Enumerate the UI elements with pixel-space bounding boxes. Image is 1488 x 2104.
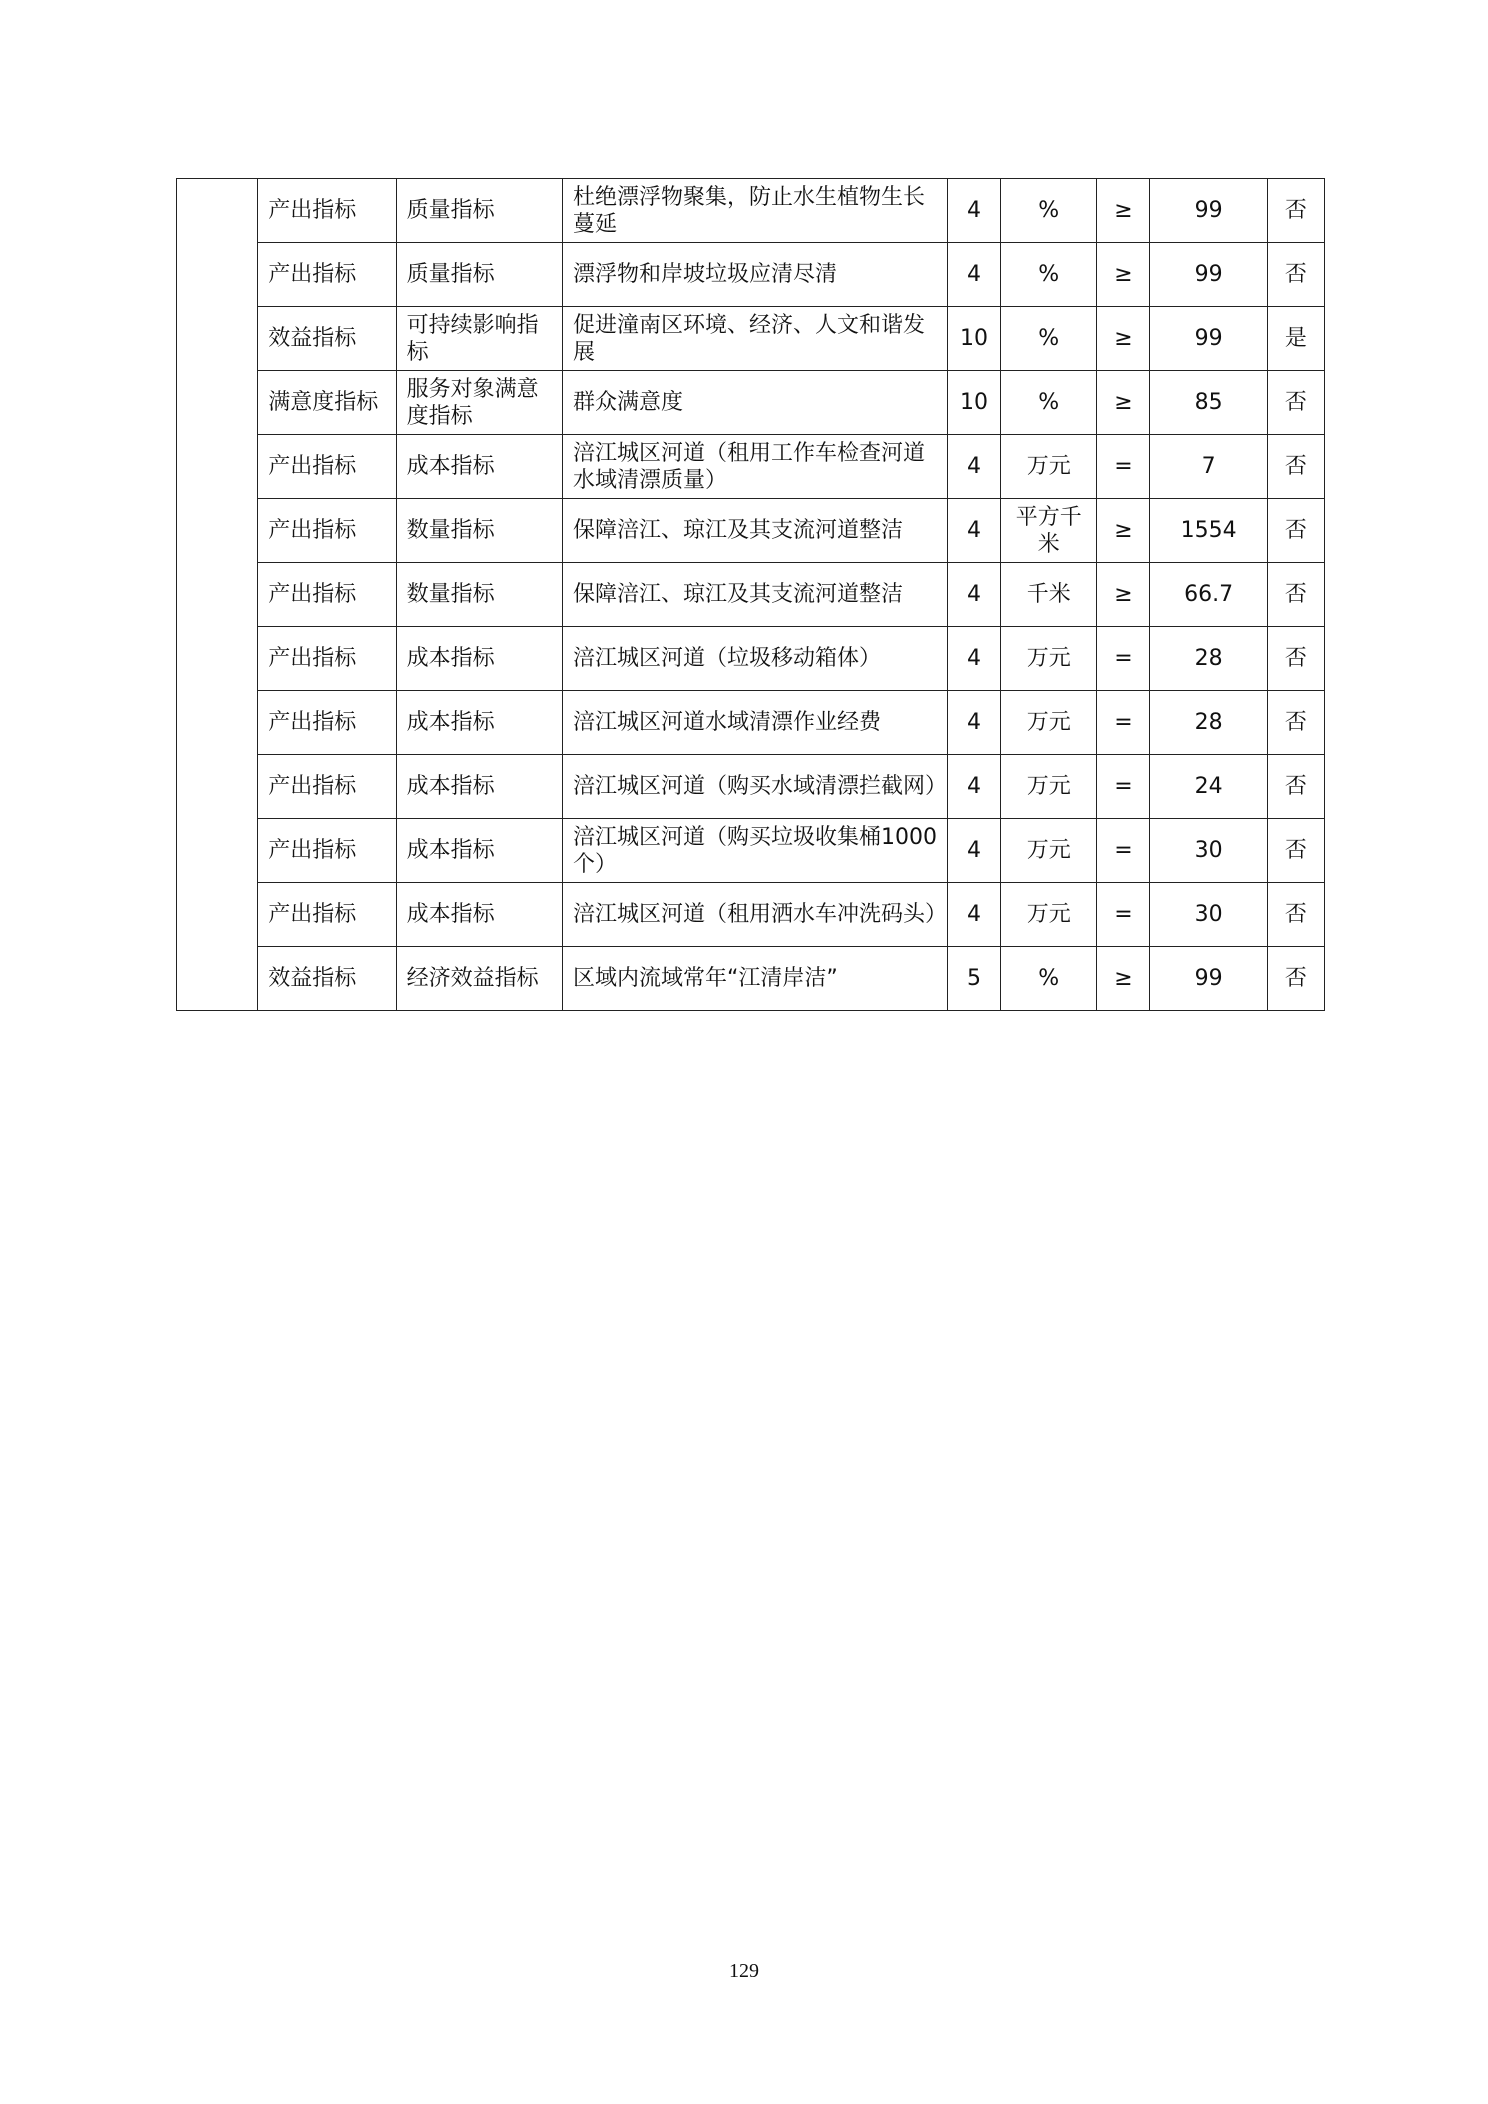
score-cell: 4 — [947, 627, 1000, 691]
score-cell: 4 — [947, 883, 1000, 947]
page-number: 129 — [729, 1960, 759, 1982]
target-value-cell: 30 — [1150, 883, 1267, 947]
indicator-name-cell: 保障涪江、琼江及其支流河道整洁 — [562, 499, 947, 563]
indicator-name-cell: 促进潼南区环境、经济、人文和谐发展 — [562, 307, 947, 371]
unit-cell: 万元 — [1001, 691, 1097, 755]
category-cell: 产出指标 — [258, 627, 396, 691]
indicator-name-cell: 涪江城区河道水域清漂作业经费 — [562, 691, 947, 755]
table-row — [177, 435, 1325, 499]
score-cell: 4 — [947, 819, 1000, 883]
operator-cell: = — [1097, 755, 1150, 819]
key-indicator-cell: 是 — [1267, 307, 1324, 371]
performance-indicator-table — [176, 178, 1325, 1011]
unit-cell: 千米 — [1001, 563, 1097, 627]
target-value-cell: 85 — [1150, 371, 1267, 435]
key-indicator-cell: 否 — [1267, 371, 1324, 435]
key-indicator-cell: 否 — [1267, 435, 1324, 499]
subcategory-cell: 质量指标 — [396, 243, 562, 307]
key-indicator-cell: 否 — [1267, 499, 1324, 563]
operator-cell: = — [1097, 435, 1150, 499]
table-row — [177, 755, 1325, 819]
score-cell: 5 — [947, 947, 1000, 1011]
target-value-cell: 7 — [1150, 435, 1267, 499]
table-row — [177, 883, 1325, 947]
key-indicator-cell: 否 — [1267, 819, 1324, 883]
operator-cell: = — [1097, 627, 1150, 691]
table-body — [177, 179, 1325, 1011]
indicator-name-cell: 区域内流域常年“江清岸洁” — [562, 947, 947, 1011]
subcategory-cell: 经济效益指标 — [396, 947, 562, 1011]
table-row — [177, 179, 1325, 243]
target-value-cell: 28 — [1150, 627, 1267, 691]
merged-blank-cell — [177, 179, 258, 1011]
unit-cell: 万元 — [1001, 627, 1097, 691]
table-row — [177, 243, 1325, 307]
target-value-cell: 30 — [1150, 819, 1267, 883]
indicator-name-cell: 涪江城区河道（购买垃圾收集桶1000个） — [562, 819, 947, 883]
score-cell: 4 — [947, 179, 1000, 243]
key-indicator-cell: 否 — [1267, 179, 1324, 243]
category-cell: 产出指标 — [258, 435, 396, 499]
score-cell: 10 — [947, 307, 1000, 371]
category-cell: 产出指标 — [258, 499, 396, 563]
key-indicator-cell: 否 — [1267, 755, 1324, 819]
category-cell: 产出指标 — [258, 883, 396, 947]
unit-cell: 平方千米 — [1001, 499, 1097, 563]
subcategory-cell: 服务对象满意度指标 — [396, 371, 562, 435]
target-value-cell: 99 — [1150, 947, 1267, 1011]
unit-cell: % — [1001, 307, 1097, 371]
unit-cell: % — [1001, 179, 1097, 243]
table-row — [177, 371, 1325, 435]
key-indicator-cell: 否 — [1267, 883, 1324, 947]
operator-cell: = — [1097, 819, 1150, 883]
subcategory-cell: 成本指标 — [396, 435, 562, 499]
key-indicator-cell: 否 — [1267, 243, 1324, 307]
subcategory-cell: 数量指标 — [396, 563, 562, 627]
subcategory-cell: 成本指标 — [396, 691, 562, 755]
subcategory-cell: 质量指标 — [396, 179, 562, 243]
subcategory-cell: 成本指标 — [396, 883, 562, 947]
target-value-cell: 99 — [1150, 307, 1267, 371]
operator-cell: ≥ — [1097, 179, 1150, 243]
target-value-cell: 66.7 — [1150, 563, 1267, 627]
category-cell: 产出指标 — [258, 243, 396, 307]
score-cell: 4 — [947, 243, 1000, 307]
table-row — [177, 627, 1325, 691]
subcategory-cell: 成本指标 — [396, 755, 562, 819]
operator-cell: = — [1097, 883, 1150, 947]
score-cell: 4 — [947, 755, 1000, 819]
operator-cell: = — [1097, 691, 1150, 755]
subcategory-cell: 可持续影响指标 — [396, 307, 562, 371]
unit-cell: 万元 — [1001, 755, 1097, 819]
indicator-name-cell: 保障涪江、琼江及其支流河道整洁 — [562, 563, 947, 627]
operator-cell: ≥ — [1097, 563, 1150, 627]
operator-cell: ≥ — [1097, 371, 1150, 435]
table-row — [177, 563, 1325, 627]
indicator-name-cell: 群众满意度 — [562, 371, 947, 435]
target-value-cell: 28 — [1150, 691, 1267, 755]
category-cell: 满意度指标 — [258, 371, 396, 435]
table-row — [177, 691, 1325, 755]
target-value-cell: 99 — [1150, 243, 1267, 307]
table-row — [177, 947, 1325, 1011]
score-cell: 4 — [947, 435, 1000, 499]
operator-cell: ≥ — [1097, 499, 1150, 563]
indicator-name-cell: 涪江城区河道（购买水域清漂拦截网） — [562, 755, 947, 819]
category-cell: 效益指标 — [258, 947, 396, 1011]
score-cell: 4 — [947, 499, 1000, 563]
indicator-name-cell: 漂浮物和岸坡垃圾应清尽清 — [562, 243, 947, 307]
key-indicator-cell: 否 — [1267, 691, 1324, 755]
unit-cell: 万元 — [1001, 883, 1097, 947]
operator-cell: ≥ — [1097, 947, 1150, 1011]
unit-cell: % — [1001, 243, 1097, 307]
subcategory-cell: 数量指标 — [396, 499, 562, 563]
target-value-cell: 99 — [1150, 179, 1267, 243]
key-indicator-cell: 否 — [1267, 563, 1324, 627]
unit-cell: 万元 — [1001, 819, 1097, 883]
score-cell: 10 — [947, 371, 1000, 435]
unit-cell: % — [1001, 371, 1097, 435]
category-cell: 效益指标 — [258, 307, 396, 371]
target-value-cell: 1554 — [1150, 499, 1267, 563]
indicator-name-cell: 涪江城区河道（租用工作车检查河道水域清漂质量） — [562, 435, 947, 499]
category-cell: 产出指标 — [258, 819, 396, 883]
score-cell: 4 — [947, 563, 1000, 627]
subcategory-cell: 成本指标 — [396, 627, 562, 691]
target-value-cell: 24 — [1150, 755, 1267, 819]
indicator-name-cell: 杜绝漂浮物聚集，防止水生植物生长蔓延 — [562, 179, 947, 243]
unit-cell: 万元 — [1001, 435, 1097, 499]
table-row — [177, 819, 1325, 883]
operator-cell: ≥ — [1097, 243, 1150, 307]
key-indicator-cell: 否 — [1267, 627, 1324, 691]
operator-cell: ≥ — [1097, 307, 1150, 371]
category-cell: 产出指标 — [258, 691, 396, 755]
category-cell: 产出指标 — [258, 563, 396, 627]
subcategory-cell: 成本指标 — [396, 819, 562, 883]
table-row — [177, 307, 1325, 371]
indicator-name-cell: 涪江城区河道（垃圾移动箱体） — [562, 627, 947, 691]
category-cell: 产出指标 — [258, 755, 396, 819]
indicator-name-cell: 涪江城区河道（租用洒水车冲洗码头） — [562, 883, 947, 947]
category-cell: 产出指标 — [258, 179, 396, 243]
key-indicator-cell: 否 — [1267, 947, 1324, 1011]
unit-cell: % — [1001, 947, 1097, 1011]
score-cell: 4 — [947, 691, 1000, 755]
table-row — [177, 499, 1325, 563]
